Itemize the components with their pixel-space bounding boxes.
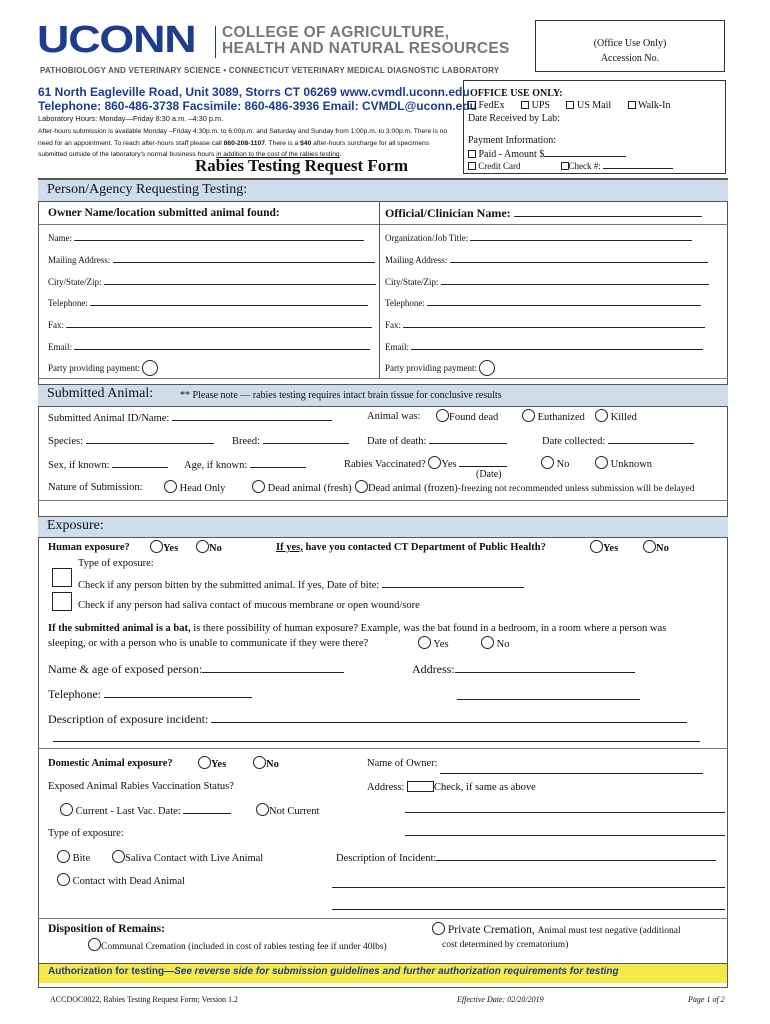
person-bottom-line xyxy=(38,378,728,379)
accession-label: Accession No. xyxy=(600,53,660,64)
official-party-row: Party providing payment: xyxy=(385,360,495,376)
sex-field[interactable] xyxy=(112,458,168,468)
official-mailing-field[interactable] xyxy=(450,253,708,263)
animal-note: ** Please note — rabies testing requires intact brain tissue for conclusive results xyxy=(180,390,502,401)
saliva-live-option: Saliva Contact with Live Animal xyxy=(112,850,263,864)
dph-yes-option: Yes xyxy=(590,540,618,554)
same-as-above-checkbox[interactable] xyxy=(407,781,434,792)
owner-address-line3 xyxy=(405,835,725,836)
owner-name-line xyxy=(440,773,703,774)
incident-description-line2 xyxy=(53,741,700,742)
date-received-label: Date Received by Lab: xyxy=(468,113,560,124)
person-row-divider xyxy=(38,224,728,225)
name-age-field[interactable] xyxy=(202,663,344,673)
owner-fax-row: Fax: xyxy=(48,318,372,330)
owner-fax-field[interactable] xyxy=(66,318,372,328)
footer-effective: Effective Date: 02/20/2019 xyxy=(457,995,544,1004)
animal-id-row: Submitted Animal ID/Name: xyxy=(48,411,332,424)
saliva-checkbox[interactable] xyxy=(52,592,72,611)
date-death-field[interactable] xyxy=(429,434,507,444)
human-no-radio[interactable] xyxy=(196,540,209,553)
org-row: Organization/Job Title: xyxy=(385,231,692,243)
not-current-option: Not Current xyxy=(256,803,319,817)
type-exposure-label: Type of exposure: xyxy=(78,558,154,569)
office-use-title: OFFICE USE ONLY: xyxy=(470,88,563,99)
amount-field[interactable] xyxy=(544,147,626,157)
owner-heading: Owner Name/location submitted animal found: xyxy=(48,207,280,219)
vaccinated-yes-radio[interactable] xyxy=(428,456,441,469)
private-cremation-radio[interactable] xyxy=(432,922,445,935)
after-hours-1: After-hours submission is available Monday –Friday 4:30p.m. to 6:00p.m. and Saturday and Sunday from 1:00p.m. to 3:00p.m. There is no xyxy=(38,128,448,135)
owner-name-field[interactable] xyxy=(74,231,364,241)
person-section-title: Person/Agency Requesting Testing: xyxy=(47,182,248,197)
domestic-yes-option: Yes xyxy=(198,756,226,770)
nature-label: Nature of Submission: xyxy=(48,482,143,493)
usmail-checkbox[interactable] xyxy=(566,101,574,109)
credit-card-checkbox[interactable] xyxy=(468,162,476,170)
official-email-row: Email: xyxy=(385,340,703,352)
desc-incident-line2 xyxy=(332,887,725,888)
killed-radio[interactable] xyxy=(595,409,608,422)
human-yes-radio[interactable] xyxy=(150,540,163,553)
dead-fresh-radio[interactable] xyxy=(252,480,265,493)
killed-option: Killed xyxy=(595,409,637,423)
dph-no-radio[interactable] xyxy=(643,540,656,553)
official-party-radio[interactable] xyxy=(479,360,495,376)
college-line-2: HEALTH AND NATURAL RESOURCES xyxy=(222,40,510,57)
official-telephone-row: Telephone: xyxy=(385,296,701,308)
current-option: Current - Last Vac. Date: xyxy=(60,803,231,817)
owner-city-field[interactable] xyxy=(104,275,376,285)
owner-telephone-row: Telephone: xyxy=(48,296,368,308)
domestic-bottom-line xyxy=(38,918,728,919)
dph-question: If yes, have you contacted CT Department of Public Health? xyxy=(276,542,546,553)
private-cremation-option: Private Cremation, Animal must test negative (additional xyxy=(432,922,681,936)
paid-checkbox[interactable] xyxy=(468,150,476,158)
exposure-bottom-line xyxy=(38,748,728,749)
form-title: Rabies Testing Request Form xyxy=(195,156,408,175)
logo-divider xyxy=(215,26,216,58)
exposure-telephone-field[interactable] xyxy=(104,688,252,698)
person-column-divider xyxy=(379,202,380,378)
vaccinated-row: Rabies Vaccinated? Yes xyxy=(344,456,507,470)
bat-question-line1: If the submitted animal is a bat, is there possibility of human exposure? Example, was the bat found in a bedroom, in a room where a person was xyxy=(48,623,667,634)
dead-frozen-option: Dead animal (frozen)-freezing not recommended unless submission will be delayed xyxy=(355,480,694,494)
bat-no-option: No xyxy=(481,636,509,650)
age-field[interactable] xyxy=(250,458,306,468)
vaccinated-no-radio[interactable] xyxy=(541,456,554,469)
shipping-options: FedEx UPS US Mail Walk-In xyxy=(468,100,670,111)
dead-frozen-radio[interactable] xyxy=(355,480,368,493)
desc-incident-row: Description of Incident: xyxy=(336,851,716,864)
saliva-live-radio[interactable] xyxy=(112,850,125,863)
owner-mailing-field[interactable] xyxy=(113,253,375,263)
official-city-row: City/State/Zip: xyxy=(385,275,709,287)
bite-date-field[interactable] xyxy=(382,578,524,588)
communal-cremation-radio[interactable] xyxy=(88,938,101,951)
vaccinated-unknown-radio[interactable] xyxy=(595,456,608,469)
contact-dead-radio[interactable] xyxy=(57,873,70,886)
org-field[interactable] xyxy=(470,231,692,241)
communal-cremation-option: Communal Cremation (included in cost of rabies testing fee if under 40lbs) xyxy=(88,938,387,952)
official-telephone-field[interactable] xyxy=(427,296,701,306)
check-checkbox[interactable] xyxy=(561,162,569,170)
domestic-type-label: Type of exposure: xyxy=(48,828,124,839)
private-cremation-note-2: cost determined by crematorium) xyxy=(442,940,569,950)
animal-section-title: Submitted Animal: xyxy=(47,386,154,401)
credit-check-row: Credit Card Check #: xyxy=(468,159,673,171)
owner-telephone-field[interactable] xyxy=(90,296,368,306)
bat-yes-radio[interactable] xyxy=(418,636,431,649)
last-vac-date-field[interactable] xyxy=(183,804,231,814)
name-age-row: Name & age of exposed person: xyxy=(48,662,344,677)
exposure-address-field[interactable] xyxy=(455,663,635,673)
bat-no-radio[interactable] xyxy=(481,636,494,649)
vaccinated-unknown-option: Unknown xyxy=(595,456,652,470)
found-dead-radio[interactable] xyxy=(436,409,449,422)
dph-yes-radio[interactable] xyxy=(590,540,603,553)
lab-hours: Laboratory Hours: Monday—Friday 8:30 a.m. –4:30 p.m. xyxy=(38,114,224,123)
animal-id-field[interactable] xyxy=(172,411,332,421)
domestic-yes-radio[interactable] xyxy=(198,756,211,769)
head-only-radio[interactable] xyxy=(164,480,177,493)
bitten-checkbox[interactable] xyxy=(52,568,72,587)
check-number-field[interactable] xyxy=(603,159,673,169)
not-current-radio[interactable] xyxy=(256,803,269,816)
disposition-label: Disposition of Remains: xyxy=(48,923,165,935)
breed-row: Breed: xyxy=(232,434,349,447)
animal-was-label: Animal was: xyxy=(367,411,421,422)
bat-yes-option: Yes xyxy=(418,636,449,650)
sex-row: Sex, if known: xyxy=(48,458,168,471)
bite-radio[interactable] xyxy=(57,850,70,863)
euthanized-radio[interactable] xyxy=(522,409,535,422)
dead-fresh-option: Dead animal (fresh) xyxy=(252,480,352,494)
human-yes-option: Yes xyxy=(150,540,178,554)
college-line-1: COLLEGE OF AGRICULTURE, xyxy=(222,24,450,41)
office-only-label: (Office Use Only) xyxy=(593,38,667,49)
owner-name-row: Name: xyxy=(48,231,364,243)
owner-city-row: City/State/Zip: xyxy=(48,275,376,287)
date-collected-field[interactable] xyxy=(608,434,694,444)
vacc-status-label: Exposed Animal Rabies Vaccination Status? xyxy=(48,781,234,792)
contact-dead-option: Contact with Dead Animal xyxy=(57,873,185,887)
vaccination-date-field[interactable] xyxy=(459,457,507,467)
vaccination-date-caption: (Date) xyxy=(476,469,502,480)
owner-address-row: Address: Check, if same as above xyxy=(367,782,536,793)
official-city-field[interactable] xyxy=(441,275,709,285)
desc-incident-field[interactable] xyxy=(436,851,716,861)
owner-mailing-row: Mailing Address: xyxy=(48,253,375,265)
department-line: PATHOBIOLOGY AND VETERINARY SCIENCE • CONNECTICUT VETERINARY MEDICAL DIAGNOSTIC LABORATORY xyxy=(40,66,500,75)
paid-row: Paid - Amount $ xyxy=(468,147,626,160)
breed-field[interactable] xyxy=(263,434,349,444)
owner-name-label: Name of Owner: xyxy=(367,758,438,769)
official-name-field[interactable] xyxy=(514,207,702,217)
official-email-field[interactable] xyxy=(411,340,703,350)
human-no-option: No xyxy=(196,540,222,554)
desc-incident-line3 xyxy=(332,909,725,910)
after-hours-2: need for an appointment. To reach after-hours staff please call 860-208-1107. There is a $40 after-hours surcharge for all specimens xyxy=(38,140,430,147)
official-fax-field[interactable] xyxy=(403,318,705,328)
incident-description-field[interactable] xyxy=(211,713,687,723)
euthanized-option: Euthanized xyxy=(522,409,585,423)
incident-description-row: Description of exposure incident: xyxy=(48,712,687,727)
date-death-row: Date of death: xyxy=(367,434,507,447)
footer-page: Page 1 of 2 xyxy=(688,995,725,1004)
footer-doc: ACCDOC0022, Rabies Testing Request Form; Version 1.2 xyxy=(50,995,239,1004)
fedex-checkbox[interactable] xyxy=(468,101,476,109)
owner-email-row: Email: xyxy=(48,340,370,352)
official-fax-row: Fax: xyxy=(385,318,705,330)
ups-checkbox[interactable] xyxy=(521,101,529,109)
exposure-section-title: Exposure: xyxy=(47,518,104,533)
exposure-address-line2 xyxy=(457,699,640,700)
exposure-address-row: Address: xyxy=(412,662,635,677)
bat-question-line2: sleeping, or with a person who is unable to communicate if they were there? xyxy=(48,638,369,649)
saliva-row: Check if any person had saliva contact of mucous membrane or open wound/sore xyxy=(78,600,420,611)
owner-party-radio[interactable] xyxy=(142,360,158,376)
domestic-no-radio[interactable] xyxy=(253,756,266,769)
animal-bottom-line xyxy=(38,500,728,501)
authorization-text: Authorization for testing—See reverse side for submission guidelines and further authorization requirements for testing xyxy=(48,966,619,977)
owner-email-field[interactable] xyxy=(74,340,370,350)
exposure-section-band xyxy=(38,516,728,538)
vaccinated-no-option: No xyxy=(541,456,569,470)
exposure-telephone-row: Telephone: xyxy=(48,687,252,702)
bitten-row: Check if any person bitten by the submitted animal. If yes, Date of bite: xyxy=(78,578,524,591)
owner-party-row: Party providing payment: xyxy=(48,360,158,376)
official-mailing-row: Mailing Address: xyxy=(385,253,708,265)
after-hours-3: submitted outside of the laboratory's normal business hours in addition to the cost of the rabies testing. xyxy=(38,151,342,158)
species-field[interactable] xyxy=(86,434,214,444)
payment-info-label: Payment Information: xyxy=(468,135,557,146)
dph-no-option: No xyxy=(643,540,669,554)
head-only-option: Head Only xyxy=(164,480,225,494)
bite-option: Bite xyxy=(57,850,90,864)
uconn-wordmark: UCONN xyxy=(37,19,196,61)
species-row: Species: xyxy=(48,434,214,447)
current-radio[interactable] xyxy=(60,803,73,816)
walkin-checkbox[interactable] xyxy=(628,101,636,109)
official-heading: Official/Clinician Name: xyxy=(385,206,702,221)
human-exposure-label: Human exposure? xyxy=(48,542,130,553)
found-dead-option: Found dead xyxy=(436,409,498,423)
lab-address: 61 North Eagleville Road, Unit 3089, Storrs CT 06269 www.cvmdl.uconn.edu xyxy=(38,85,470,99)
domestic-no-option: No xyxy=(253,756,279,770)
domestic-label: Domestic Animal exposure? xyxy=(48,758,173,769)
age-row: Age, if known: xyxy=(184,458,306,471)
date-collected-row: Date collected: xyxy=(542,434,694,447)
owner-address-line2 xyxy=(405,812,725,813)
lab-phones: Telephone: 860-486-3738 Facsimile: 860-486-3936 Email: CVMDL@uconn.edu xyxy=(38,99,477,113)
